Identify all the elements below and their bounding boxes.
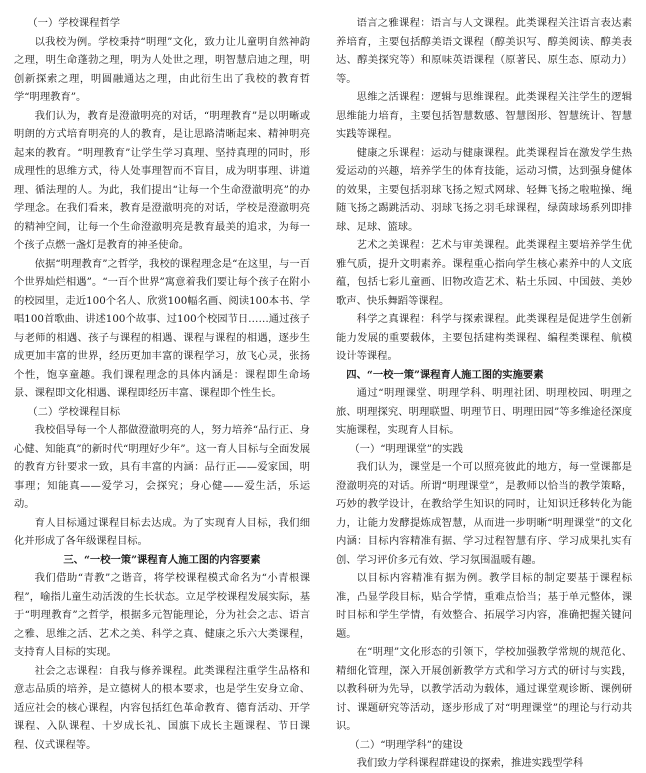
paragraph: 通过“明理课堂、明理学科、明理社团、明理校园、明理之旅、明理探究、明理联盟、明理节日、明理田园”等多维途径深度实施课程，实现育人目标。	[336, 387, 632, 436]
paragraph: 以目标内容精准有据为例。教学目标的制定要基于课程标准，凸显学段目标，贴合学情，重难点恰当；基于单元整体，课时目标和学生学情，有效整合、拓展学习内容，准确把握关键问题。	[336, 572, 632, 640]
paragraph: 以我校为例。学校秉持“明理”文化，致力让儿童明自然神韵之理，明生命蓬勃之理，明为人处世之理，明智慧启迪之理，明创新探索之理，明圆融通达之理，由此衍生出了我校的教育哲学“明理教育”。	[14, 35, 310, 103]
paragraph: 语言之雅课程：语言与人文课程。此类课程关注语言表达素养培育，主要包括醇美语文课程（醇美识写、醇美阅读、醇美表达、醇美探究等）和原味英语课程（原著民、原生态、原动力）等。	[336, 17, 632, 85]
chapter-heading-implementation: 四、“一校一策”课程育人施工图的实施要素	[346, 368, 544, 381]
section-heading-classroom: （一）“明理课堂”的实践	[349, 442, 463, 455]
section-heading-goals: （二）学校课程目标	[27, 405, 121, 418]
paragraph: 依据“明理教育”之哲学，我校的课程理念是“在这里，与一百个世界灿烂相遇”。“一百个世界”寓意着我们要让每个孩子在附小的校园里，走近100个名人、欣赏100幅名画、阅读100本书、学唱100首歌曲、讲述100个故事、过100个校园节日……通过孩子与老师的相遇、孩子与课程的相遇、课程与课程的相遇，逐步生成更加丰富的世界，经历更加丰富的课程学习，放飞心灵，张扬个性，饱享童趣。我们课程理念的具体内涵是：课程即生命场景、课程即文化相遇、课程即经历丰富、课程即个性生长。	[14, 257, 310, 399]
chapter-heading-content: 三、“一校一策”课程育人施工图的内容要素	[63, 553, 261, 566]
paragraph: 艺术之美课程：艺术与审美课程。此类课程主要培养学生优雅气质，提升文明素养。课程重心指向学生核心素养中的人文底蕴，包括七彩儿童画、旧物改造艺术、粘土乐园、中国鼓、美妙歌声、快乐舞蹈等课程。	[336, 239, 632, 307]
paragraph: 思维之活课程：逻辑与思维课程。此类课程关注学生的逻辑思维能力培育，主要包括智慧数感、智慧图形、智慧统计、智慧实践等课程。	[336, 91, 632, 140]
paragraph: 科学之真课程：科学与探索课程。此类课程是促进学生创新能力发展的重要载体，主要包括建构类课程、编程类课程、航模设计等课程。	[336, 313, 632, 362]
left-column	[14, 14, 310, 754]
paragraph: 我们致力学科课程群建设的探索，推进实践型学科	[356, 757, 584, 769]
paragraph: 健康之乐课程：运动与健康课程。此类课程旨在激发学生热爱运动的兴趣，培养学生的体育技能，运动习惯，达到强身健体的效果，主要包括羽球飞扬之短式网球、轻舞飞扬之啦啦操、绳随飞扬之踢跳活动、羽球飞扬之羽毛球课程，绿茵球场系列即排球、足球、篮球。	[336, 146, 632, 233]
paragraph: 我们借助“青教”之谐音，将学校课程模式命名为“小青根课程”，喻指儿童生动活泼的生长状态。立足学校课程发展实际，基于“明理教育”之哲学，根据多元智能理论，分为社会之志、语言之雅、思维之活、艺术之美、科学之真、健康之乐六大类课程，支持育人目标的实现。	[14, 572, 310, 658]
paragraph: 育人目标通过课程目标去达成。为了实现育人目标，我们细化并形成了各年级课程目标。	[14, 516, 310, 547]
paragraph: 社会之志课程：自我与修养课程。此类课程注重学生品格和意志品质的培养，是立德树人的根本要求，也是学生安身立命、适应社会的核心课程，内容包括红色革命教育、德育活动、开学课程、入队课程、十岁成长礼、国旗下成长主题课程、节日课程、仪式课程等。	[14, 664, 310, 751]
section-heading-philosophy: （一）学校课程哲学	[27, 17, 121, 29]
paragraph: 我校倡导每一个人都做澄澈明亮的人，努力培养“品行正、身心健、知能真”的新时代“明理好少年”。这一育人目标与全面发展的教育方针要求一致，具有丰富的内涵：品行正——爱家国，明事理；知能真——爱学习，会探究；身心健——爱生活，乐运动。	[14, 424, 310, 510]
section-heading-subject: （二）“明理学科”的建设	[349, 738, 463, 751]
paragraph: 在“明理”文化形态的引领下，学校加强教学常规的规范化、精细化管理，深入开展创新教学方式和学习方式的研讨与实践，以教科研为先导，以教学活动为载体，通过课堂观诊断、课例研讨、课题研究等活动，逐步形成了对“明理课堂”的理论与行动共识。	[336, 646, 632, 732]
right-column	[336, 14, 632, 773]
paragraph: 我们认为，教育是澄澈明亮的对话，“明理教育”是以明晰或明朗的方式培育明亮的人的教育，是让思路清晰起来、精神明亮起来的教育。“明理教育”让学生学习真理、坚持真理的同时，形成理性的思维方式，待人处事理智而不盲目，成为明事理、讲道理、循法理的人。为此，我们提出“让每一个生命澄澈明亮”的办学理念。在我们看来，教育是澄澈明亮的对话，学校是澄澈明亮的精神空间，让每一个生命澄澈明亮是教育最美的追求，为每一个孩子点燃一盏灯是教育的神圣使命。	[14, 109, 310, 251]
paragraph: 我们认为，课堂是一个可以照亮彼此的地方，每一堂课都是澄澈明亮的对话。所谓“明理课堂”，是教师以恰当的教学策略，巧妙的教学设计，在教给学生知识的同时，让知识迁移转化为能力，让能力发酵提炼成智慧，从而进一步明晰“明理课堂”的文化内涵：目标内容精准有据、学习过程智慧有序、学习成果扎实有创、学习评价多元有效、学习氛围温暖有趣。	[336, 461, 632, 566]
